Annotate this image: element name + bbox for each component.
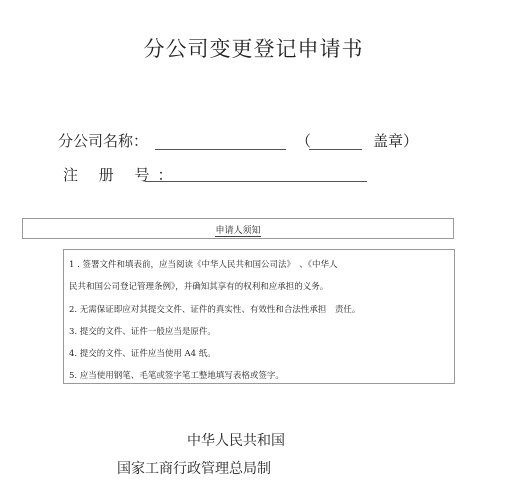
notice-item: 民共和国公司登记管理条例》，并确知其享有的权利和应承担的义务。 [69, 282, 329, 292]
registration-number-label: 注 册 号： [63, 166, 181, 184]
notice-item: 2. 无需保证即应对其提交文件、证件的真实性、有效性和合法性承担 责任。 [69, 305, 361, 315]
seal-paren-open: （ [296, 132, 312, 150]
seal-label: 盖章） [373, 132, 419, 150]
notice-heading: 申请人须知 [215, 226, 261, 236]
notice-item: 4. 提交的文件、证件应当使用 A4 纸。 [69, 349, 216, 359]
notice-item: 5. 应当使用钢笔、毛笔或签字笔工整地填写表格或签字。 [69, 371, 284, 381]
document-title: 分公司变更登记申请书 [143, 37, 364, 61]
notice-item: 3. 提交的文件、证件一般应当是原件。 [69, 327, 216, 337]
seal-field[interactable] [309, 149, 362, 150]
notice-heading-box [22, 218, 454, 239]
registration-number-field[interactable] [145, 181, 367, 182]
branch-name-label: 分公司名称： [58, 132, 149, 150]
issuer-country: 中华人民共和国 [187, 433, 285, 449]
notice-item: 1 . 签署文件和填表前，应当阅读《中华人民共和国公司法》 、《中华人 [69, 260, 338, 270]
branch-name-field[interactable] [155, 149, 286, 150]
notice-list [63, 249, 455, 384]
issuer-agency: 国家工商行政管理总局制 [117, 461, 271, 477]
